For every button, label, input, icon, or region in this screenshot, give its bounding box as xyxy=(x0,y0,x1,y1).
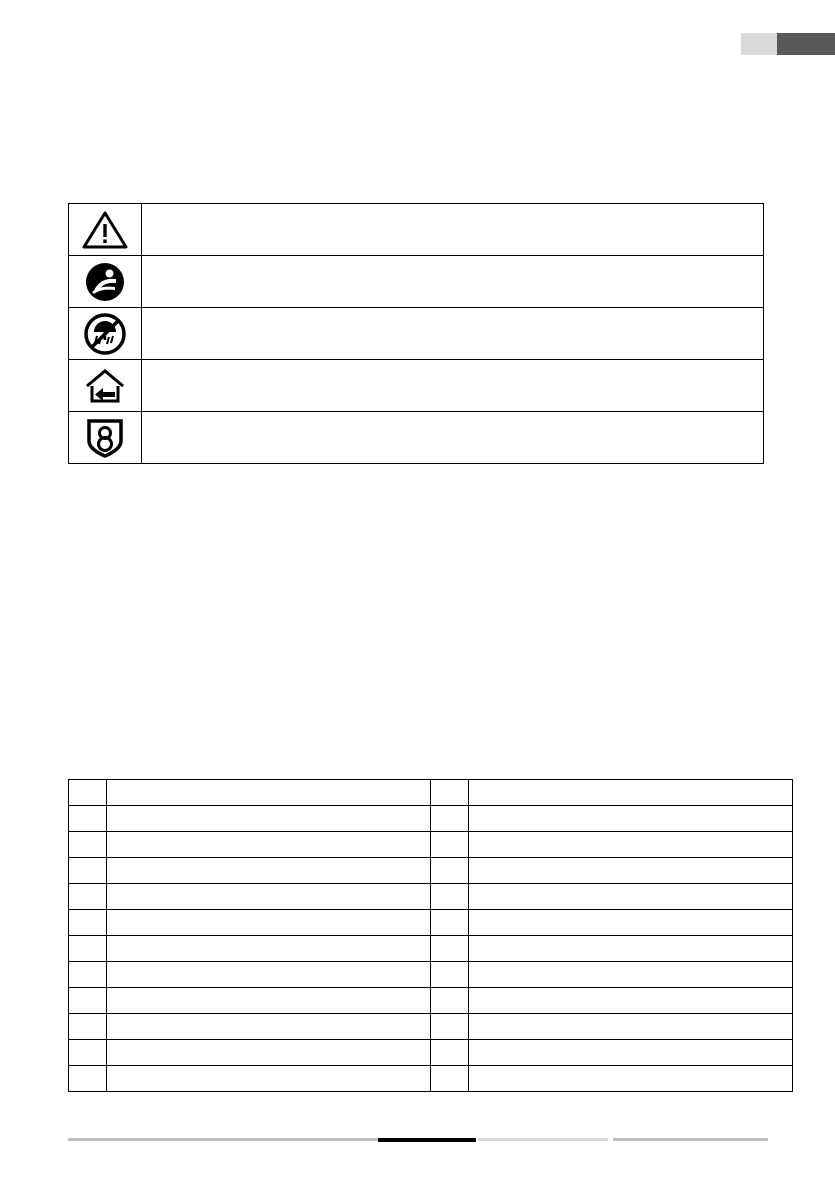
warning-triangle-icon xyxy=(69,204,142,256)
part-label xyxy=(107,1040,431,1066)
header-block-dark xyxy=(777,33,835,55)
part-number xyxy=(431,936,469,962)
part-number xyxy=(69,936,107,962)
table-row xyxy=(69,806,793,832)
part-number xyxy=(69,780,107,806)
part-label xyxy=(469,780,793,806)
part-label xyxy=(469,988,793,1014)
part-number xyxy=(431,884,469,910)
part-label xyxy=(469,936,793,962)
symbol-description xyxy=(142,256,764,308)
table-row xyxy=(69,936,793,962)
part-label xyxy=(469,832,793,858)
table-row xyxy=(69,858,793,884)
part-number xyxy=(431,780,469,806)
symbol-description xyxy=(142,204,764,256)
part-number xyxy=(69,962,107,988)
part-label xyxy=(107,806,431,832)
part-label xyxy=(469,1066,793,1092)
symbol-description xyxy=(142,412,764,464)
part-label xyxy=(107,858,431,884)
part-label xyxy=(469,1014,793,1040)
part-number xyxy=(69,910,107,936)
table-row xyxy=(69,910,793,936)
table-row xyxy=(69,1014,793,1040)
table-row xyxy=(69,412,764,464)
part-label xyxy=(107,936,431,962)
part-number xyxy=(69,988,107,1014)
part-number xyxy=(431,988,469,1014)
part-label xyxy=(107,962,431,988)
part-label xyxy=(469,1040,793,1066)
part-number xyxy=(69,832,107,858)
part-number xyxy=(69,806,107,832)
part-number xyxy=(431,806,469,832)
parts-list-table xyxy=(68,779,793,1092)
table-row xyxy=(69,1040,793,1066)
symbol-description xyxy=(142,360,764,412)
footer-rule-segment-mid xyxy=(478,1138,608,1141)
table-row xyxy=(69,256,764,308)
part-label xyxy=(469,962,793,988)
safety-symbol-table xyxy=(68,203,764,464)
part-label xyxy=(469,910,793,936)
part-number xyxy=(431,1040,469,1066)
table-row xyxy=(69,988,793,1014)
part-number xyxy=(69,884,107,910)
footer-rule-segment-right xyxy=(613,1138,768,1141)
footer-rule xyxy=(68,1138,768,1142)
footer-rule-segment-left xyxy=(68,1138,378,1141)
part-label xyxy=(469,884,793,910)
part-number xyxy=(69,1066,107,1092)
header-block-light xyxy=(741,33,777,55)
part-label xyxy=(107,884,431,910)
table-row xyxy=(69,308,764,360)
symbol-description xyxy=(142,308,764,360)
no-rain-icon xyxy=(69,308,142,360)
part-label xyxy=(107,832,431,858)
footer-rule-accent xyxy=(378,1138,476,1142)
indoor-use-icon xyxy=(69,360,142,412)
table-row xyxy=(69,832,793,858)
part-number xyxy=(431,962,469,988)
table-row xyxy=(69,780,793,806)
part-label xyxy=(469,858,793,884)
table-row xyxy=(69,204,764,256)
part-label xyxy=(107,1014,431,1040)
part-label xyxy=(107,780,431,806)
part-number xyxy=(69,1040,107,1066)
header-corner-blocks xyxy=(741,33,835,55)
table-row xyxy=(69,962,793,988)
part-label xyxy=(469,806,793,832)
table-row xyxy=(69,1066,793,1092)
part-number xyxy=(431,832,469,858)
table-row xyxy=(69,360,764,412)
part-label xyxy=(107,910,431,936)
protection-class-shield-icon xyxy=(69,412,142,464)
read-manual-icon xyxy=(69,256,142,308)
part-number xyxy=(431,1014,469,1040)
part-label xyxy=(107,1066,431,1092)
part-number xyxy=(69,1014,107,1040)
part-label xyxy=(107,988,431,1014)
part-number xyxy=(431,910,469,936)
part-number xyxy=(431,1066,469,1092)
part-number xyxy=(431,858,469,884)
table-row xyxy=(69,884,793,910)
part-number xyxy=(69,858,107,884)
